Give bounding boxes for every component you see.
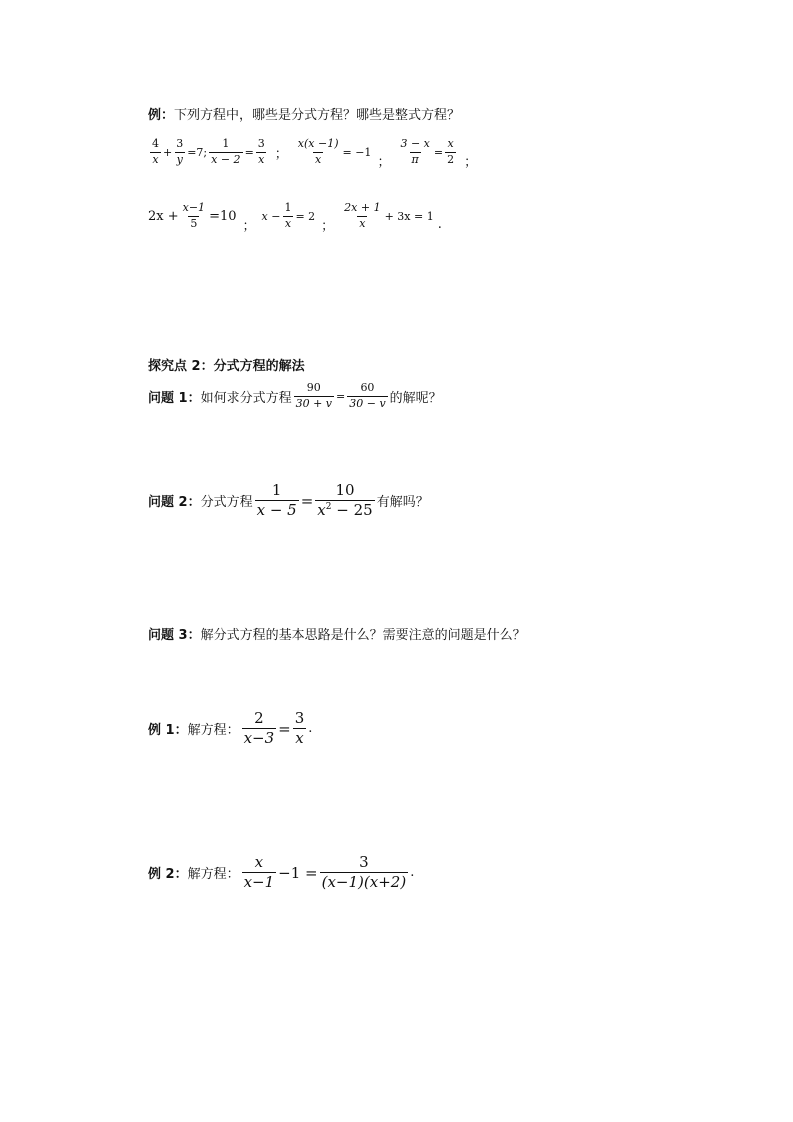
eq3-frac: $\frac{x(x -1)}{x}$	[297, 137, 339, 166]
row2-eq2-frac: $\frac{1}{x}$	[284, 201, 292, 230]
eq2-lhs-frac: $\frac{1}{x - 2}$	[211, 137, 241, 166]
eq1-frac2: $\frac{3}{y}$	[176, 137, 184, 166]
q2-lhs-frac: $\frac{1}{x - 5}$	[256, 481, 297, 520]
example-intro	[148, 104, 460, 123]
q1-rhs-frac: $\frac{60}{30 - v}$	[349, 381, 386, 410]
example-2: 例 2： 解方程： $\frac{x}{x-1}$ −1 = $\frac{3}{(x-1)(x+2)}$ .	[148, 853, 415, 892]
eq1-frac1: $\frac{4}{x}$	[152, 137, 159, 166]
equations-row-2: 2x + $\frac{x-1}{5}$ =10 ； x − $\frac{1}{x}$ = 2 ； $\frac{2x + 1}{x}$ + 3x = 1 .	[148, 201, 442, 234]
question-2: 问题 2： 分式方程 $\frac{1}{x - 5}$ = $\frac{10}{x^2 - 25}$ 有解吗？	[148, 481, 429, 520]
example-1: 例 1： 解方程： $\frac{2}{x-3}$ = $\frac{3}{x}$ .	[148, 709, 313, 748]
ex2-lhs-frac: $\frac{x}{x-1}$	[243, 853, 275, 892]
eq4-lhs-frac: $\frac{3 - x}{\pi}$	[400, 137, 430, 166]
row2-eq3-frac: $\frac{2x + 1}{x}$	[344, 201, 381, 230]
equations-row-1: $\frac{4}{x}$ + $\frac{3}{y}$ =7; $\frac{1}{x - 2}$ = $\frac{3}{x}$ ； $\frac{x(x -1)}{x}$ = −1 ； $\frac{3 - x}{\pi}$ = $\frac{x}{2}$ ；	[152, 137, 478, 170]
section-title: 探究点 2：分式方程的解法	[148, 359, 305, 374]
ex1-rhs-frac: $\frac{3}{x}$	[294, 709, 305, 748]
ex2-rhs-frac: $\frac{3}{(x-1)(x+2)}$	[321, 853, 407, 892]
example-label: 例：	[148, 108, 175, 123]
question-3: 问题 3： 解分式方程的基本思路是什么？需要注意的问题是什么？	[148, 628, 526, 643]
q2-rhs-frac: $\frac{10}{x^2 - 25}$	[317, 481, 373, 520]
row2-eq1-frac: $\frac{x-1}{5}$	[182, 201, 206, 230]
ex1-lhs-frac: $\frac{2}{x-3}$	[243, 709, 275, 748]
eq4-rhs-frac: $\frac{x}{2}$	[447, 137, 455, 166]
eq2-rhs-frac: $\frac{3}{x}$	[257, 137, 265, 166]
example-question: 下列方程中，哪些是分式方程？哪些是整式方程？	[174, 108, 461, 123]
q1-lhs-frac: $\frac{90}{30 + v}$	[295, 381, 333, 410]
question-1: 问题 1： 如何求分式方程 $\frac{90}{30 + v}$ = $\frac{60}{30 - v}$ 的解呢？	[148, 381, 442, 410]
